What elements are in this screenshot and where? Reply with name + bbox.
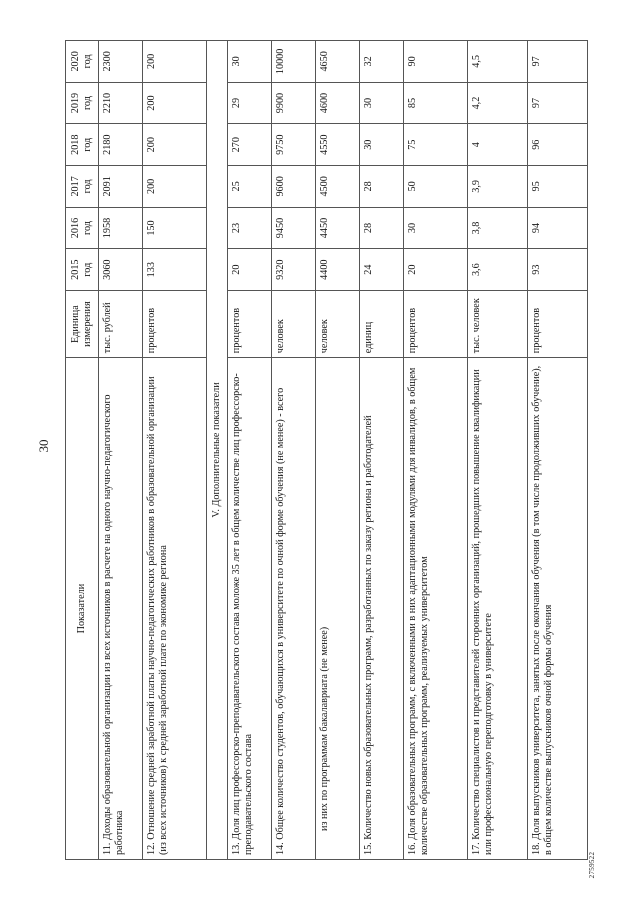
value-cell: 90 <box>404 41 468 83</box>
value-cell: 10000 <box>272 41 316 83</box>
table-row <box>404 41 468 860</box>
value-cell: 30 <box>360 82 404 124</box>
value-cell: 270 <box>228 124 272 166</box>
value-cell: 3,9 <box>468 166 528 208</box>
value-cell: 4600 <box>316 82 360 124</box>
table-row <box>316 41 360 860</box>
value-cell: 2300 <box>99 41 143 83</box>
value-cell: 30 <box>360 124 404 166</box>
table-row <box>272 41 316 860</box>
indicator-unit: тыс. рублей <box>99 291 143 358</box>
indicator-unit: человек <box>316 291 360 358</box>
indicator-name: из них по программам бакалавриата (не менее) <box>316 358 360 860</box>
document-code: 2759522 <box>588 851 596 879</box>
value-cell: 9320 <box>272 249 316 291</box>
page-number: 30 <box>36 439 51 453</box>
value-cell: 24 <box>360 249 404 291</box>
indicator-name: 13. Доля лиц профессорско-преподавательского состава моложе 35 лет в общем количестве лиц профессорско-преподавательского состава <box>228 358 272 860</box>
value-cell: 4650 <box>316 41 360 83</box>
table-header <box>66 41 99 860</box>
indicator-unit: тыс. человек <box>468 291 528 358</box>
indicator-name: 18. Доля выпускников университета, занятых после окончания обучения (в том числе продолживших обучение), в общем количестве выпускников очной формы обучения <box>528 358 588 860</box>
value-cell: 133 <box>143 249 207 291</box>
indicator-unit: процентов <box>228 291 272 358</box>
value-cell: 200 <box>143 82 207 124</box>
value-cell: 4500 <box>316 166 360 208</box>
table-row <box>360 41 404 860</box>
value-cell: 4550 <box>316 124 360 166</box>
value-cell: 200 <box>143 41 207 83</box>
section-row <box>207 41 228 860</box>
value-cell: 9450 <box>272 207 316 249</box>
value-cell: 23 <box>228 207 272 249</box>
value-cell: 9600 <box>272 166 316 208</box>
table-row <box>528 41 588 860</box>
indicator-name: 12. Отношение средней заработной платы научно-педагогических работников в образовательной организации (из всех источников) к средней заработной плате по экономике региона <box>143 358 207 860</box>
value-cell: 4450 <box>316 207 360 249</box>
table-row <box>228 41 272 860</box>
indicator-unit: процентов <box>528 291 588 358</box>
header-year: 2017 год <box>66 166 99 208</box>
indicator-name: 16. Доля образовательных программ, с включенными в них адаптационными модулями для инвалидов, в общем количестве образовательных программ, реализуемых университетом <box>404 358 468 860</box>
header-year: 2016 год <box>66 207 99 249</box>
indicator-name: 14. Общее количество студентов, обучающихся в университете по очной форме обучения (не менее) - всего <box>272 358 316 860</box>
value-cell: 3,6 <box>468 249 528 291</box>
value-cell: 200 <box>143 166 207 208</box>
value-cell: 32 <box>360 41 404 83</box>
indicator-unit: процентов <box>404 291 468 358</box>
section-title: V. Дополнительные показатели <box>207 41 228 860</box>
value-cell: 9750 <box>272 124 316 166</box>
header-year: 2015 год <box>66 249 99 291</box>
value-cell: 28 <box>360 166 404 208</box>
value-cell: 4,5 <box>468 41 528 83</box>
value-cell: 150 <box>143 207 207 249</box>
table-body <box>99 41 588 860</box>
header-year: 2019 год <box>66 82 99 124</box>
value-cell: 2091 <box>99 166 143 208</box>
header-row <box>66 41 99 860</box>
value-cell: 200 <box>143 124 207 166</box>
value-cell: 4400 <box>316 249 360 291</box>
value-cell: 2180 <box>99 124 143 166</box>
value-cell: 30 <box>228 41 272 83</box>
value-cell: 9900 <box>272 82 316 124</box>
value-cell: 96 <box>528 124 588 166</box>
header-indicator: Показатели <box>66 358 99 860</box>
value-cell: 4,2 <box>468 82 528 124</box>
value-cell: 30 <box>404 207 468 249</box>
header-year: 2018 год <box>66 124 99 166</box>
value-cell: 25 <box>228 166 272 208</box>
value-cell: 20 <box>404 249 468 291</box>
indicator-name: 15. Количество новых образовательных программ, разработанных по заказу региона и работодателей <box>360 358 404 860</box>
value-cell: 93 <box>528 249 588 291</box>
table-row <box>468 41 528 860</box>
value-cell: 3060 <box>99 249 143 291</box>
indicator-unit: человек <box>272 291 316 358</box>
value-cell: 2210 <box>99 82 143 124</box>
value-cell: 75 <box>404 124 468 166</box>
value-cell: 28 <box>360 207 404 249</box>
value-cell: 1958 <box>99 207 143 249</box>
indicator-name: 17. Количество специалистов и представителей сторонних организаций, прошедших повышение квалификации или профессиональную переподготовку в университете <box>468 358 528 860</box>
indicator-unit: единиц <box>360 291 404 358</box>
value-cell: 29 <box>228 82 272 124</box>
value-cell: 50 <box>404 166 468 208</box>
value-cell: 4 <box>468 124 528 166</box>
table-row <box>99 41 143 860</box>
indicator-unit: процентов <box>143 291 207 358</box>
value-cell: 97 <box>528 82 588 124</box>
header-year: 2020 год <box>66 41 99 83</box>
rotated-table-container <box>65 40 585 860</box>
indicator-name: 11. Доходы образовательной организации из всех источников в расчете на одного научно-педагогического работника <box>99 358 143 860</box>
value-cell: 85 <box>404 82 468 124</box>
value-cell: 95 <box>528 166 588 208</box>
value-cell: 20 <box>228 249 272 291</box>
value-cell: 3,8 <box>468 207 528 249</box>
header-unit: Единица измерения <box>66 291 99 358</box>
table-row <box>143 41 207 860</box>
indicators-table <box>65 40 588 860</box>
value-cell: 94 <box>528 207 588 249</box>
value-cell: 97 <box>528 41 588 83</box>
